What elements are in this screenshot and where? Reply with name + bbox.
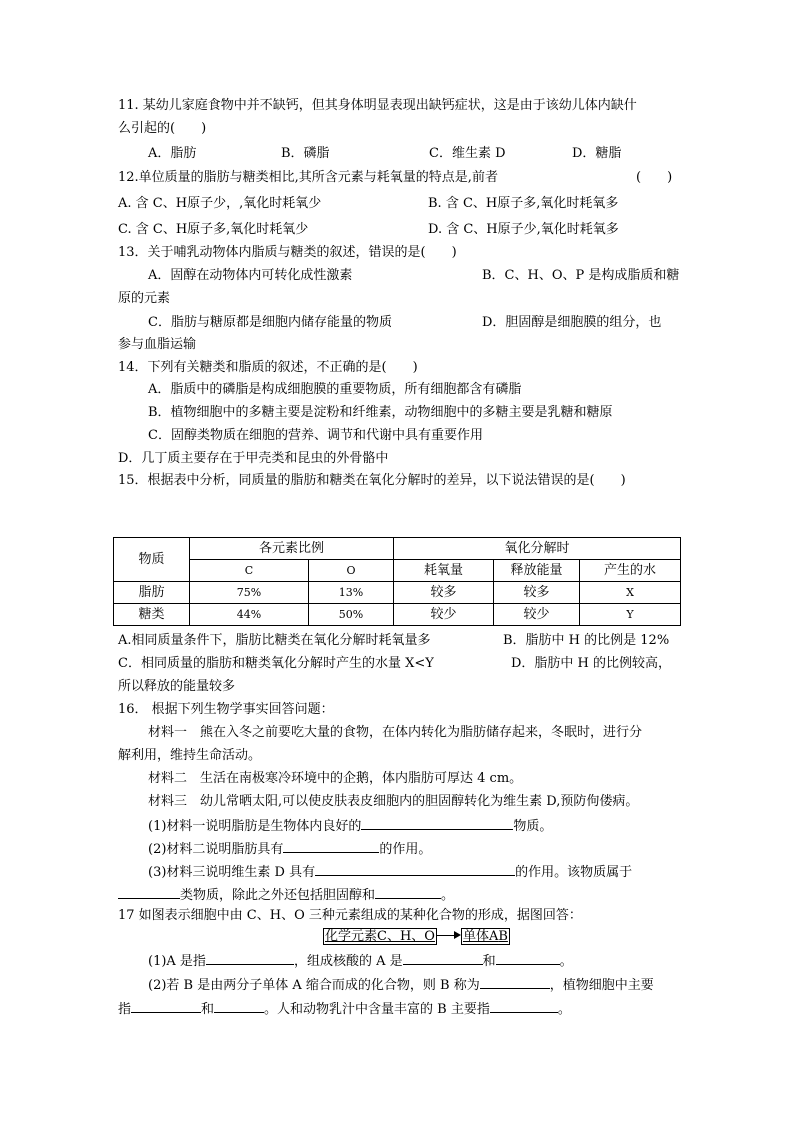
answer-blank[interactable]	[496, 951, 560, 965]
table-cell-energy: 较少	[494, 604, 580, 626]
q13-option-a: A．固醇在动物体内可转化成性激素	[148, 268, 353, 283]
q17-stem: 17 如图表示细胞中由 C、H、O 三种元素组成的某种化合物的形成，据图回答：	[118, 908, 582, 923]
q12-option-b: B. 含 C、H原子多,氧化时耗氧多	[428, 196, 619, 211]
q16-sub-3-cont-text: 类物质，除此之外还包括胆固醇和	[180, 888, 376, 903]
q15-option-c: C．相同质量的脂肪和糖类氧化分解时产生的水量 X<Y	[118, 656, 434, 671]
answer-blank[interactable]	[283, 839, 379, 853]
q12-option-d: D. 含 C、H原子少,氧化时耗氧多	[428, 222, 619, 237]
table-row	[114, 604, 681, 626]
q17-sub-1	[148, 951, 573, 970]
answer-blank[interactable]	[361, 816, 513, 830]
q17-sub-2-cont-end: 。	[557, 1002, 571, 1017]
q17-flow-diagram	[323, 928, 510, 946]
q11-option-a: A．脂肪	[148, 146, 197, 161]
table-cell-oxygen: 较多	[394, 582, 494, 604]
answer-blank[interactable]	[375, 885, 441, 899]
q13-option-c: C．脂肪与糖原都是细胞内储存能量的物质	[148, 315, 392, 330]
q17-box-b-label: B	[498, 929, 508, 944]
q17-sub-2-suffix: ，植物细胞中主要	[549, 978, 654, 993]
table-cell-name: 脂肪	[114, 582, 190, 604]
table-cell-energy: 较多	[494, 582, 580, 604]
table-cell-o: 50%	[309, 604, 394, 626]
q17-sub-2-cont-text: 。人和动物乳汁中含量丰富的 B 主要指	[264, 1002, 490, 1017]
q15-data-table	[113, 537, 681, 626]
q13-option-d-line1: D．胆固醇是细胞膜的组分，也	[482, 315, 662, 330]
q16-material-3: 材料三 幼儿常晒太阳,可以使皮肤表皮细胞内的胆固醇转化为维生素 D,预防佝偻病。	[148, 794, 639, 809]
q13-option-b-line2: 原的元素	[118, 291, 171, 306]
answer-blank[interactable]	[315, 862, 515, 876]
q11-stem-line2: 么引起的( )	[118, 121, 207, 136]
q15-option-a: A.相同质量条件下，脂肪比糖类在氧化分解时耗氧量多	[118, 633, 431, 648]
q17-sub-2	[148, 975, 654, 994]
answer-blank[interactable]	[490, 999, 558, 1013]
q17-sub-1-end: 。	[559, 954, 573, 969]
q14-option-a: A．脂质中的磷脂是构成细胞膜的重要物质，所有细胞都含有磷脂	[148, 382, 522, 397]
q14-stem: 14．下列有关糖类和脂质的叙述，不正确的是( )	[118, 360, 418, 375]
table-cell-oxygen: 较少	[394, 604, 494, 626]
q16-sub-3	[148, 862, 632, 881]
q12-stem: 12.单位质量的脂肪与糖类相比,其所含元素与耗氧量的特点是,前者	[118, 170, 498, 185]
table-header-c: C	[190, 560, 309, 582]
answer-blank[interactable]	[118, 885, 180, 899]
q12-option-a: A. 含 C、H原子少，,氧化时耗氧少	[118, 196, 322, 211]
q17-box-monomer	[461, 928, 510, 945]
q12-option-c: C. 含 C、H原子多,氧化时耗氧少	[118, 222, 309, 237]
q17-box-elements: 化学元素C、H、O	[325, 929, 435, 944]
q15-stem: 15．根据表中分析，同质量的脂肪和糖类在氧化分解时的差异，以下说法错误的是( )	[118, 473, 626, 488]
q16-material-2: 材料二 生活在南极寒冷环境中的企鹅，体内脂肪可厚达 4 cm。	[148, 771, 523, 786]
q16-stem: 16． 根据下列生物学事实回答问题：	[118, 702, 334, 717]
q17-sub-2-cont-and: 和	[201, 1002, 215, 1017]
q15-option-b: B．脂肪中 H 的比例是 12%	[503, 633, 670, 648]
table-row	[114, 582, 681, 604]
q16-sub-3-cont	[118, 885, 454, 904]
q17-sub-2-prefix: (2)若 B 是由两分子单体 A 缩合而成的化合物，则 B 称为	[148, 978, 480, 993]
q11-option-b: B．磷脂	[281, 146, 330, 161]
q13-option-b-line1: B．C、H、O、P 是构成脂质和糖	[482, 268, 680, 283]
table-header-oxidation: 氧化分解时	[394, 538, 681, 560]
q16-sub-1-suffix: 物质。	[513, 819, 553, 834]
table-cell-water: Y	[580, 604, 681, 626]
q17-sub-1-prefix: (1)A 是指	[148, 954, 206, 969]
q17-sub-2-cont-prefix: 指	[118, 1002, 132, 1017]
q16-sub-3-suffix: 的作用。该物质属于	[515, 865, 633, 880]
q16-sub-2-prefix: (2)材料二说明脂肪具有	[148, 842, 284, 857]
table-header-energy: 释放能量	[494, 560, 580, 582]
table-header-substance: 物质	[114, 538, 190, 582]
q13-stem: 13．关于哺乳动物体内脂质与糖类的叙述，错误的是( )	[118, 245, 457, 260]
q14-option-c: C．固醇类物质在细胞的营养、调节和代谢中具有重要作用	[148, 428, 483, 443]
table-header-element-ratio: 各元素比例	[190, 538, 394, 560]
q16-sub-2	[148, 839, 431, 858]
table-cell-c: 75%	[190, 582, 309, 604]
q17-sub-2-cont	[118, 999, 571, 1018]
q16-material-1-line1: 材料一 熊在入冬之前要吃大量的食物，在体内转化为脂肪储存起来，冬眠时，进行分	[148, 725, 643, 740]
q16-sub-3-prefix: (3)材料三说明维生素 D 具有	[148, 865, 316, 880]
table-cell-water: X	[580, 582, 681, 604]
q17-sub-1-and: 和	[482, 954, 496, 969]
table-cell-name: 糖类	[114, 604, 190, 626]
q17-sub-1-mid: ，组成核酸的 A 是	[293, 954, 403, 969]
q17-box-monomer-label: 单体A	[462, 929, 499, 944]
arrow-right-icon	[437, 928, 461, 943]
table-cell-c: 44%	[190, 604, 309, 626]
q15-option-d-line1: D．脂肪中 H 的比例较高，	[511, 656, 672, 671]
answer-blank[interactable]	[131, 999, 201, 1013]
q15-option-d-line2: 所以释放的能量较多	[118, 679, 236, 694]
q12-paren: ( )	[636, 170, 673, 185]
q16-sub-1	[148, 816, 552, 835]
table-cell-o: 13%	[309, 582, 394, 604]
q16-material-1-line2: 解利用，维持生命活动。	[118, 748, 262, 763]
q11-stem-line1: 11. 某幼儿家庭食物中并不缺钙，但其身体明显表现出缺钙症状，这是由于该幼儿体内缺什	[118, 98, 637, 113]
q16-sub-2-suffix: 的作用。	[379, 842, 432, 857]
q16-sub-1-prefix: (1)材料一说明脂肪是生物体内良好的	[148, 819, 362, 834]
answer-blank[interactable]	[214, 999, 264, 1013]
q14-option-b: B．植物细胞中的多糖主要是淀粉和纤维素，动物细胞中的多糖主要是乳糖和糖原	[148, 405, 613, 420]
table-header-oxygen: 耗氧量	[394, 560, 494, 582]
q14-option-d: D．几丁质主要存在于甲壳类和昆虫的外骨骼中	[118, 451, 389, 466]
q16-sub-3-cont-end: 。	[441, 888, 455, 903]
table-header-water: 产生的水	[580, 560, 681, 582]
answer-blank[interactable]	[206, 951, 294, 965]
q13-option-d-line2: 参与血脂运输	[118, 337, 197, 352]
answer-blank[interactable]	[403, 951, 483, 965]
q11-option-d: D．糖脂	[572, 146, 622, 161]
answer-blank[interactable]	[480, 975, 550, 989]
table-header-o: O	[309, 560, 394, 582]
q11-option-c: C．维生素 D	[429, 146, 506, 161]
